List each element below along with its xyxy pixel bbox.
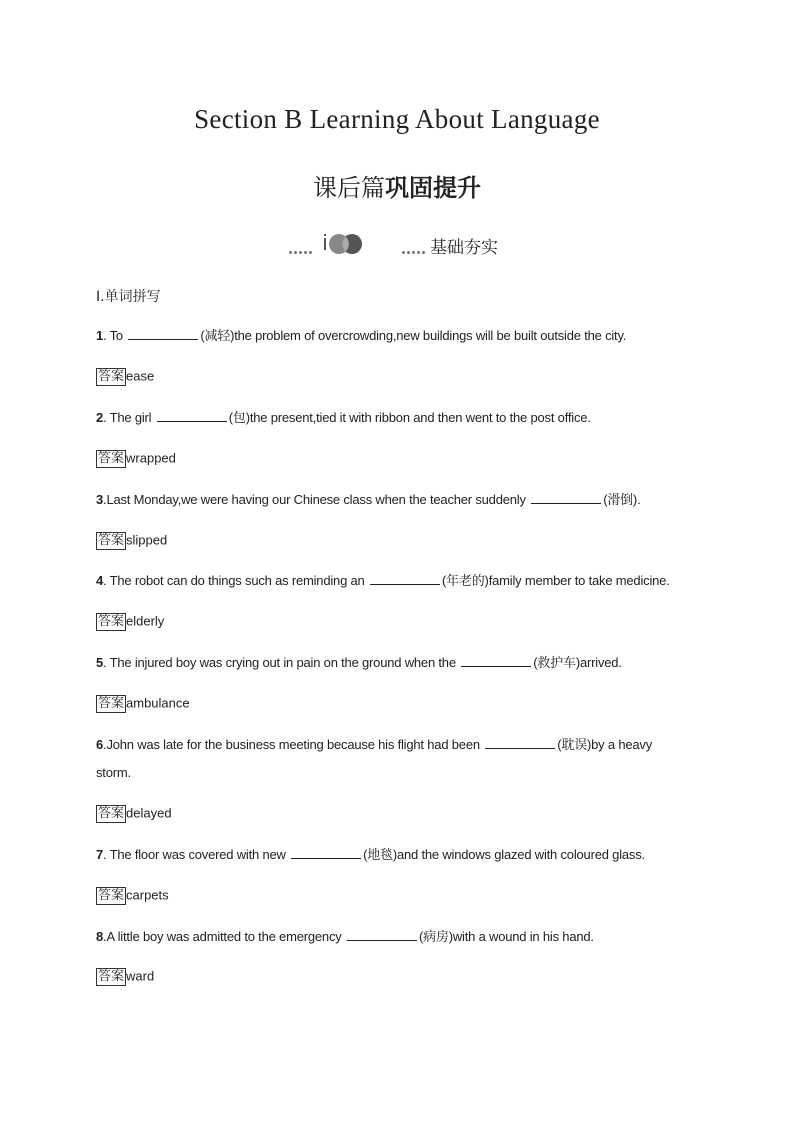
answer-tag: 答案 bbox=[98, 532, 125, 548]
answer-value: delayed bbox=[126, 805, 172, 821]
question-text-pre: .Last Monday,we were having our Chinese class when the teacher suddenly bbox=[103, 492, 530, 507]
answer-tag: 答案 bbox=[98, 613, 125, 629]
question-hint: (耽误) bbox=[557, 737, 592, 752]
question-number: 7 bbox=[96, 847, 104, 862]
answer-blank bbox=[291, 844, 361, 859]
question-text-post: with a wound in his hand. bbox=[452, 929, 594, 944]
question-hint: (减轻) bbox=[200, 328, 235, 343]
answer-value: slipped bbox=[126, 532, 168, 548]
answer-row bbox=[96, 693, 190, 713]
question-item bbox=[96, 731, 686, 787]
dots-left-decoration bbox=[289, 241, 314, 259]
question-number: 5 bbox=[96, 655, 104, 670]
question-item bbox=[96, 486, 686, 514]
page-title-chinese bbox=[0, 168, 794, 203]
answer-value: ambulance bbox=[126, 695, 190, 711]
answer-value: wrapped bbox=[126, 450, 176, 466]
question-text-post: the problem of overcrowding,new buildings will be built outside the city. bbox=[234, 328, 627, 343]
question-text-pre: . The injured boy was crying out in pain on the ground when the bbox=[103, 655, 460, 670]
answer-row bbox=[96, 885, 169, 905]
section-banner bbox=[0, 228, 794, 258]
answer-tag: 答案 bbox=[98, 368, 125, 384]
question-text-post: arrived. bbox=[579, 655, 622, 670]
question-number: 4 bbox=[96, 573, 104, 588]
answer-row bbox=[96, 966, 154, 986]
answer-row bbox=[96, 366, 154, 386]
title-cn-normal: 课后篇 bbox=[313, 174, 385, 202]
title-cn-bold: 巩固提升 bbox=[385, 174, 481, 202]
answer-tag: 答案 bbox=[98, 968, 125, 984]
answer-blank bbox=[485, 734, 555, 749]
question-text-post: family member to take medicine. bbox=[488, 573, 670, 588]
circles-logo-icon bbox=[322, 231, 368, 260]
question-text-post: the present,tied it with ribbon and then went to the post office. bbox=[249, 410, 591, 425]
answer-blank bbox=[128, 325, 198, 340]
question-item bbox=[96, 404, 686, 432]
question-hint: (救护车) bbox=[533, 655, 580, 670]
answer-blank bbox=[461, 652, 531, 667]
answer-tag: 答案 bbox=[98, 450, 125, 466]
answer-row bbox=[96, 448, 176, 468]
question-number: 8 bbox=[96, 929, 104, 944]
question-text-pre: .A little boy was admitted to the emergency bbox=[103, 929, 345, 944]
question-number: 2 bbox=[96, 410, 104, 425]
answer-value: ease bbox=[126, 368, 155, 384]
question-number: 1 bbox=[96, 328, 104, 343]
question-item bbox=[96, 567, 686, 595]
banner-label: 基础夯实 bbox=[430, 238, 498, 258]
answer-tag: 答案 bbox=[98, 805, 125, 821]
question-hint: (病房) bbox=[418, 929, 453, 944]
question-hint: (地毯) bbox=[363, 847, 397, 862]
question-text-pre: . The robot can do things such as reminding an bbox=[103, 573, 369, 588]
question-text-post: by a heavy storm. bbox=[96, 737, 653, 780]
question-number: 6 bbox=[96, 737, 104, 752]
answer-row bbox=[96, 530, 167, 550]
question-hint: (滑倒) bbox=[603, 492, 638, 507]
dots-right-decoration bbox=[402, 241, 427, 259]
question-hint: (年老的) bbox=[442, 573, 489, 588]
question-text-post: . bbox=[637, 492, 641, 507]
answer-value: carpets bbox=[126, 887, 169, 903]
question-text-pre: . To bbox=[103, 328, 127, 343]
answer-blank bbox=[347, 926, 417, 941]
question-item bbox=[96, 923, 686, 951]
question-text-post: and the windows glazed with coloured glass. bbox=[396, 847, 645, 862]
question-text-pre: . The floor was covered with new bbox=[103, 847, 290, 862]
question-hint: (包) bbox=[228, 410, 250, 425]
answer-blank bbox=[370, 570, 440, 585]
question-number: 3 bbox=[96, 492, 104, 507]
answer-tag: 答案 bbox=[98, 695, 125, 711]
answer-row bbox=[96, 803, 172, 823]
answer-tag: 答案 bbox=[98, 887, 125, 903]
question-item bbox=[96, 649, 686, 677]
page-title-english: Section B Learning About Language bbox=[194, 104, 600, 134]
answer-value: ward bbox=[126, 968, 155, 984]
answer-blank bbox=[531, 489, 601, 504]
question-text-pre: .John was late for the business meeting because his flight had been bbox=[103, 737, 484, 752]
question-item bbox=[96, 841, 686, 869]
answer-row bbox=[96, 611, 164, 631]
question-text-pre: . The girl bbox=[103, 410, 155, 425]
answer-value: elderly bbox=[126, 613, 165, 629]
section-heading: Ⅰ.单词拼写 bbox=[96, 289, 161, 305]
answer-blank bbox=[157, 407, 227, 422]
question-item bbox=[96, 322, 686, 350]
